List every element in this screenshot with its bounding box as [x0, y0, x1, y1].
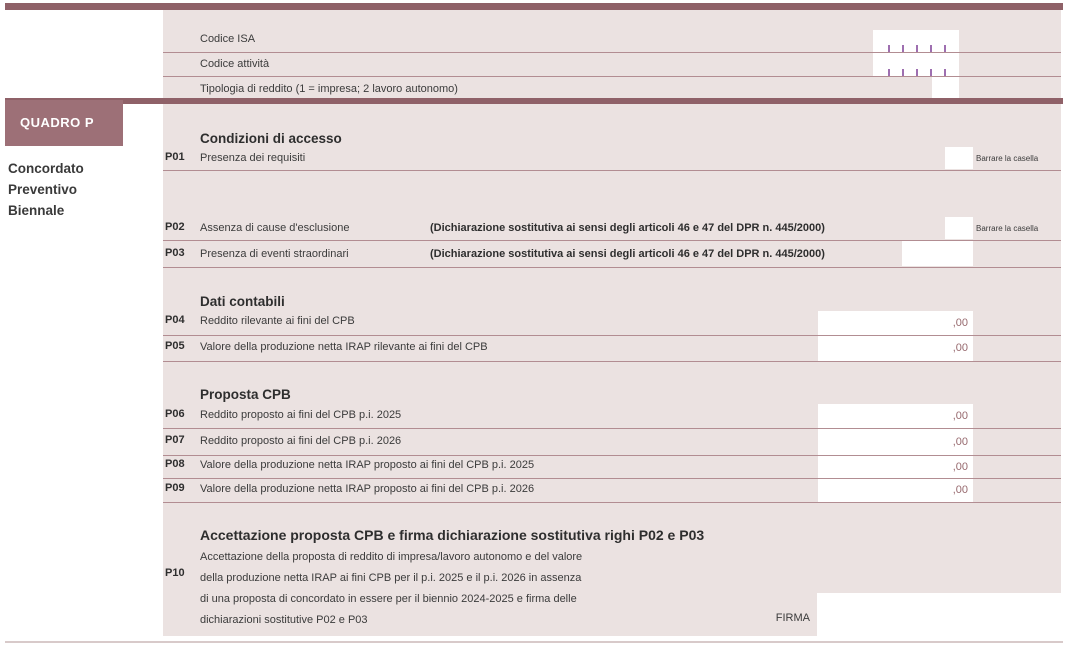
form-title-line: Concordato [8, 161, 84, 176]
row-divider [163, 170, 1061, 171]
comb-tick [902, 45, 904, 52]
top-accent-bar [5, 3, 1063, 10]
row-label-p03: Presenza di eventi straordinari [200, 248, 349, 260]
firma-signature-box[interactable] [817, 593, 1065, 640]
p08-amount-field[interactable]: ,00 [818, 456, 973, 478]
row-code-p04: P04 [165, 314, 185, 326]
row-label-p09: Valore della produzione netta IRAP proposto ai fini del CPB p.i. 2026 [200, 483, 535, 495]
row-label-p08: Valore della produzione netta IRAP proposto ai fini del CPB p.i. 2025 [200, 459, 535, 471]
section-title-accettazione: Accettazione proposta CPB e firma dichiarazione sostitutiva righi P02 e P03 [200, 527, 705, 543]
row-code-p10: P10 [165, 567, 185, 579]
comb-tick [916, 69, 918, 76]
p01-checkbox[interactable] [945, 147, 973, 169]
row-label-p05: Valore della produzione netta IRAP rilevante ai fini del CPB [200, 341, 488, 353]
row-label-p01: Presenza dei requisiti [200, 152, 306, 164]
tipologia-reddito-input[interactable] [932, 77, 959, 98]
form-title-line: Biennale [8, 203, 65, 218]
section-divider-band [5, 98, 1063, 104]
header-row-divider [163, 76, 1061, 77]
header-row-divider [163, 52, 1061, 53]
quadro-p-tab: QUADRO P [5, 100, 123, 146]
comb-tick [888, 69, 890, 76]
comb-tick [944, 69, 946, 76]
row-code-p08: P08 [165, 458, 185, 470]
p10-text-line: di una proposta di concordato in essere per il biennio 2024-2025 e firma delle [200, 593, 577, 605]
comb-tick [902, 69, 904, 76]
row-divider [163, 240, 1061, 241]
p10-text-line: della produzione netta IRAP ai fini CPB per il p.i. 2025 e il p.i. 2026 in assenza [200, 572, 582, 584]
row-divider [163, 335, 1061, 336]
codice-isa-label: Codice ISA [200, 33, 256, 45]
row-divider [163, 478, 1061, 479]
p01-note: Barrare la casella [976, 154, 1039, 163]
row-label-p02: Assenza di cause d'esclusione [200, 222, 350, 234]
section-title-proposta: Proposta CPB [200, 387, 291, 402]
p04-amount-field[interactable]: ,00 [818, 311, 973, 335]
row-divider [163, 455, 1061, 456]
row-code-p09: P09 [165, 482, 185, 494]
row-code-p03: P03 [165, 247, 185, 259]
codice-attivita-label: Codice attività [200, 58, 270, 70]
p02-note: Barrare la casella [976, 224, 1039, 233]
comb-tick [930, 45, 932, 52]
row-divider [163, 428, 1061, 429]
p07-amount-field[interactable]: ,00 [818, 429, 973, 455]
section-title-dati-contabili: Dati contabili [200, 294, 285, 309]
tipologia-reddito-label: Tipologia di reddito (1 = impresa; 2 lavoro autonomo) [200, 83, 458, 95]
row-divider [163, 361, 1061, 362]
comb-tick [944, 45, 946, 52]
bottom-rule [5, 641, 1063, 643]
row-label-p07: Reddito proposto ai fini del CPB p.i. 2026 [200, 435, 402, 447]
form-title-line: Preventivo [8, 182, 78, 197]
row-code-p06: P06 [165, 408, 185, 420]
p05-amount-field[interactable]: ,00 [818, 336, 973, 361]
row-code-p05: P05 [165, 340, 185, 352]
row-code-p07: P07 [165, 434, 185, 446]
form-title [8, 158, 158, 221]
p06-amount-field[interactable]: ,00 [818, 404, 973, 428]
p03-declaration-text: (Dichiarazione sostitutiva ai sensi degli articoli 46 e 47 del DPR n. 445/2000) [430, 248, 825, 260]
row-code-p01: P01 [165, 151, 185, 163]
row-code-p02: P02 [165, 221, 185, 233]
p02-declaration-text: (Dichiarazione sostitutiva ai sensi degli articoli 46 e 47 del DPR n. 445/2000) [430, 222, 825, 234]
row-label-p06: Reddito proposto ai fini del CPB p.i. 2025 [200, 409, 402, 421]
comb-tick [916, 45, 918, 52]
row-divider [163, 267, 1061, 268]
section-title-condizioni: Condizioni di accesso [200, 131, 342, 146]
p02-checkbox[interactable] [945, 217, 973, 239]
p09-amount-field[interactable]: ,00 [818, 479, 973, 502]
p10-text-line: Accettazione della proposta di reddito di impresa/lavoro autonomo e del valore [200, 551, 583, 563]
row-divider [163, 502, 1061, 503]
firma-label: FIRMA [775, 612, 810, 624]
row-label-p04: Reddito rilevante ai fini del CPB [200, 315, 355, 327]
comb-tick [888, 45, 890, 52]
comb-tick [930, 69, 932, 76]
p10-text-line: dichiarazioni sostitutive P02 e P03 [200, 614, 368, 626]
p03-input[interactable] [902, 241, 973, 266]
